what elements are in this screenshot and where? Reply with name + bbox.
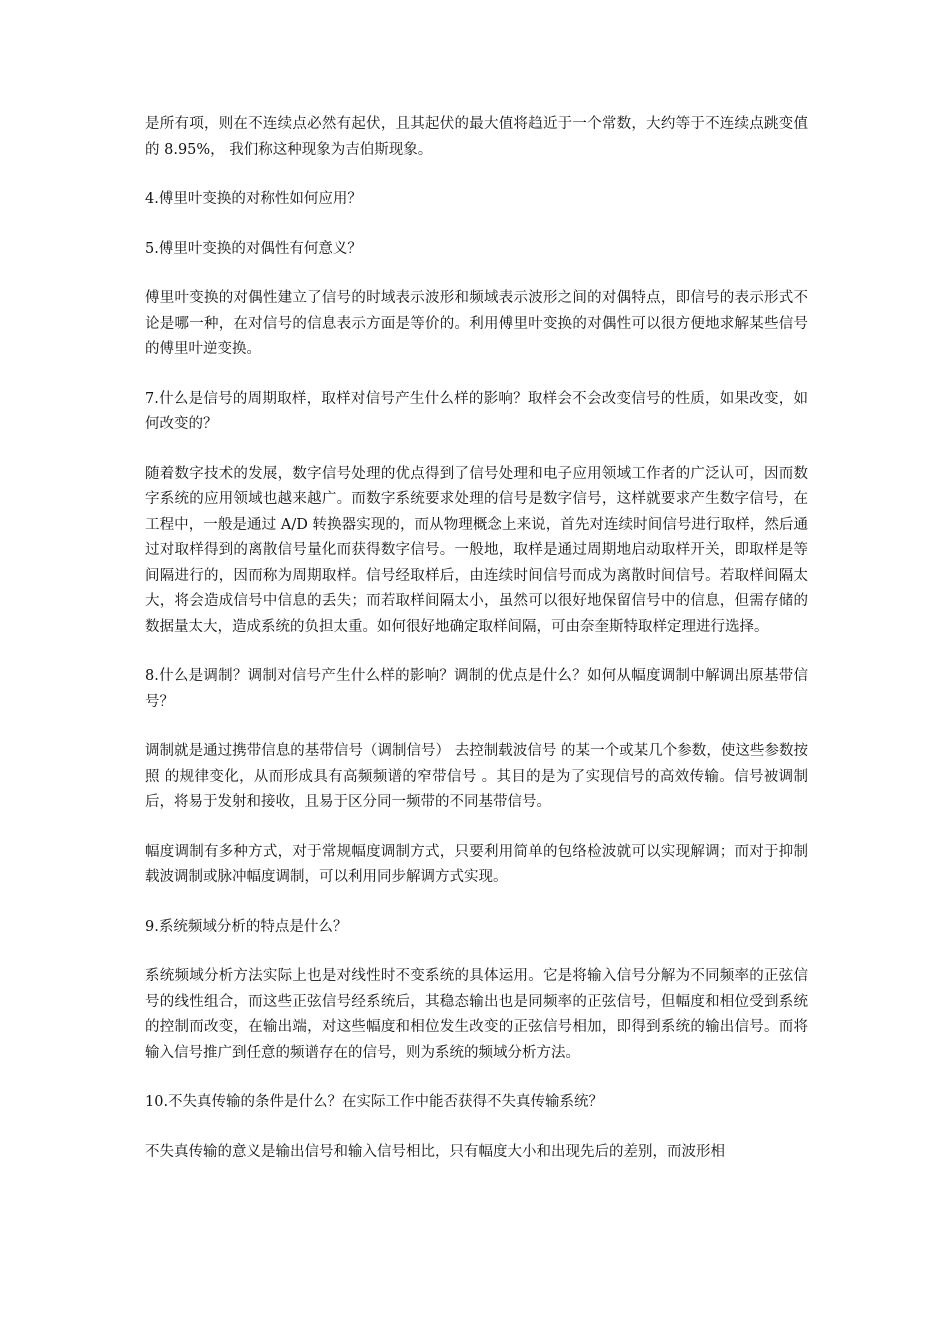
answer-8-modulation: 调制就是通过携带信息的基带信号（调制信号） 去控制载波信号 的某一个或某几个参数，使这些参数按照 的规律变化，从而形成具有高频频谱的窄带信号 。其目的是为了实现信号的高效传输。信号被调制后，将易于发射和接收，且易于区分同一频带的不同基带信号。 [145,743,808,810]
answer-10-partial: 不失真传输的意义是输出信号和输入信号相比，只有幅度大小和出现先后的差别，而波形相 [145,1143,725,1160]
answer-9: 系统频域分析方法实际上也是对线性时不变系统的具体运用。它是将输入信号分解为不同频率的正弦信号的线性组合，而这些正弦信号经系统后，其稳态输出也是同频率的正弦信号，但幅度和相位受到系统的控制而改变，在输出端，对这些幅度和相位发生改变的正弦信号相加，即得到系统的输出信号。而将输入信号推广到任意的频谱存在的信号，则为系统的频域分析方法。 [145,968,808,1061]
paragraph-gibbs-continued: 是所有项，则在不连续点必然有起伏，且其起伏的最大值将趋近于一个常数，大约等于不连续点跳变值的 8.95%， 我们称这种现象为吉伯斯现象。 [145,116,808,158]
question-7: 7.什么是信号的周期取样，取样对信号产生什么样的影响？取样会不会改变信号的性质，如果改变，如何改变的？ [145,390,808,432]
answer-8-demodulation: 幅度调制有多种方式，对于常规幅度调制方式，只要利用简单的包络检波就可以实现解调；而对于抑制载波调制或脉冲幅度调制，可以利用同步解调方式实现。 [145,843,808,885]
question-5: 5.傅里叶变换的对偶性有何意义？ [145,240,362,257]
document-body [145,112,808,1189]
question-4: 4.傅里叶变换的对称性如何应用？ [145,191,362,207]
answer-7: 随着数字技术的发展，数字信号处理的优点得到了信号处理和电子应用领域工作者的广泛认可，因而数字系统的应用领域也越来越广。而数字系统要求处理的信号是数字信号，这样就要求产生数字信号，在工程中，一般是通过 A/D 转换器实现的，而从物理概念上来说，首先对连续时间信号进行取样，然后通过对取样得到的离散信号量化而获得数字信号。一般地，取样是通过周期地启动取样开关，即取样是等间隔进行的，因而称为周期取样。信号经取样后，由连续时间信号而成为离散时间信号。若取样间隔太大，将会造成信号中信息的丢失；而若取样间隔太小，虽然可以很好地保留信号中的信息，但需存储的数据量太大，造成系统的负担太重。如何很好地确定取样间隔，可由奈奎斯特取样定理进行选择。 [145,465,808,635]
question-8: 8.什么是调制？调制对信号产生什么样的影响？调制的优点是什么？如何从幅度调制中解调出原基带信号？ [145,668,808,710]
question-9: 9.系统频域分析的特点是什么？ [145,918,348,935]
answer-5: 傅里叶变换的对偶性建立了信号的时域表示波形和频域表示波形之间的对偶特点，即信号的表示形式不论是哪一种，在对信号的信息表示方面是等价的。利用傅里叶变换的对偶性可以很方便地求解某些信号的傅里叶逆变换。 [145,290,808,357]
question-10: 10.不失真传输的条件是什么？在实际工作中能否获得不失真传输系统？ [145,1094,604,1110]
